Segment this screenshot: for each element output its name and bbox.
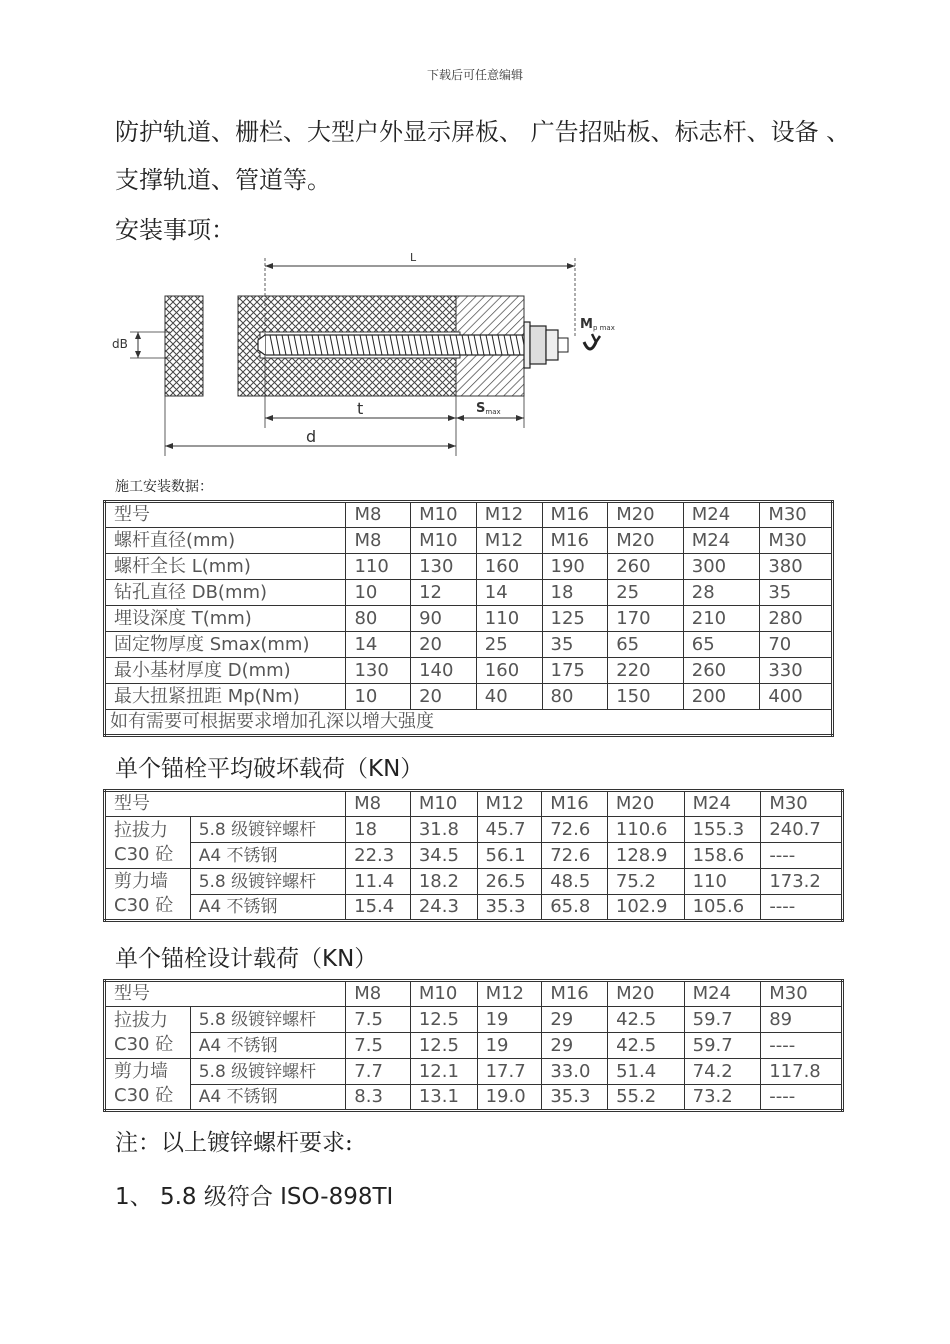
table-row	[105, 869, 843, 895]
table-cell: 102.9	[607, 895, 684, 921]
table-cell: M30	[761, 791, 843, 817]
table-cell: 140	[411, 658, 477, 684]
table-cell: 128.9	[607, 843, 684, 869]
table-cell: 59.7	[684, 1007, 761, 1033]
table-cell: 380	[760, 554, 833, 580]
table-cell: 10	[346, 684, 411, 710]
table-cell: M20	[608, 528, 684, 554]
table-row	[105, 684, 833, 710]
table-cell: 70	[760, 632, 833, 658]
table-cell: M12	[476, 528, 542, 554]
table-cell: 固定物厚度 Smax(mm)	[105, 632, 346, 658]
table-cell: A4 不锈钢	[190, 1085, 346, 1111]
table-cell: 10	[346, 580, 411, 606]
table-row	[105, 528, 833, 554]
table-cell: M10	[410, 981, 477, 1007]
table-cell: M16	[542, 791, 608, 817]
table-cell: ----	[761, 843, 843, 869]
table-cell: M24	[684, 981, 761, 1007]
table-row	[105, 502, 833, 528]
table-cell: 89	[761, 1007, 843, 1033]
table-cell: 55.2	[608, 1085, 685, 1111]
table-cell: M8	[346, 791, 411, 817]
table-cell: 240.7	[761, 817, 843, 843]
table-cell: M12	[477, 791, 542, 817]
table-cell: 35.3	[477, 895, 542, 921]
dim-t-label: t	[357, 399, 364, 418]
table-cell: 12.5	[410, 1033, 477, 1059]
table-cell: 7.5	[346, 1007, 411, 1033]
table-cell: 56.1	[477, 843, 542, 869]
table-cell: M10	[411, 502, 477, 528]
table-cell: 74.2	[684, 1059, 761, 1085]
table-cell: 15.4	[346, 895, 411, 921]
table-cell: 105.6	[684, 895, 761, 921]
install-heading: 安装事项：	[115, 216, 235, 244]
table-cell: 14	[476, 580, 542, 606]
table-cell: 65	[683, 632, 760, 658]
group-label-1: 拉拔力	[114, 1009, 168, 1031]
table-cell: 40	[476, 684, 542, 710]
group-label	[105, 869, 191, 921]
table-cell: 20	[411, 684, 477, 710]
table-footnote: 如有需要可根据要求增加孔深以增大强度	[105, 710, 833, 736]
table-cell: 110	[346, 554, 411, 580]
note-line-2: 1、 5.8 级符合 ISO-898TI	[115, 1184, 394, 1210]
install-data-table	[103, 500, 834, 737]
table-cell: 19	[477, 1007, 542, 1033]
dim-d-label: d	[306, 427, 317, 446]
table-cell: M30	[760, 528, 833, 554]
table-cell: 11.4	[346, 869, 411, 895]
table-cell: 最小基材厚度 D(mm)	[105, 658, 346, 684]
failure-load-table	[103, 789, 844, 922]
table-footnote-row	[105, 710, 833, 736]
table-cell: M16	[542, 528, 608, 554]
table-cell: M8	[346, 981, 411, 1007]
group-label-2: C30 砼	[114, 1033, 174, 1055]
table-cell: 29	[542, 1033, 608, 1059]
table-cell: 28	[683, 580, 760, 606]
table-row	[105, 1007, 843, 1033]
table-cell: M16	[542, 981, 608, 1007]
install-data-caption: 施工安装数据：	[115, 479, 213, 495]
table-cell: 42.5	[608, 1007, 685, 1033]
table-cell: M10	[411, 528, 477, 554]
table-cell: 150	[608, 684, 684, 710]
table-cell: 13.1	[410, 1085, 477, 1111]
table-cell: 160	[476, 658, 542, 684]
group-label-1: 剪力墙	[114, 871, 168, 892]
design-load-title-unit: KN	[322, 946, 355, 972]
design-load-table	[103, 979, 844, 1112]
table-row	[105, 817, 843, 843]
table-cell: 400	[760, 684, 833, 710]
table-cell: 螺杆全长 L(mm)	[105, 554, 346, 580]
design-load-title	[115, 940, 377, 973]
table-cell: 25	[476, 632, 542, 658]
table-cell: M30	[761, 981, 843, 1007]
table-cell: 300	[683, 554, 760, 580]
table-cell: 12.1	[410, 1059, 477, 1085]
design-load-title-text: 单个锚栓设计载荷（	[115, 946, 322, 972]
table-cell: 210	[683, 606, 760, 632]
table-cell: 螺杆直径(mm)	[105, 528, 346, 554]
table-cell: 26.5	[477, 869, 542, 895]
table-cell: 18	[542, 580, 608, 606]
dim-S-label: S	[476, 401, 486, 416]
table-cell: 173.2	[761, 869, 843, 895]
table-cell: M30	[760, 502, 833, 528]
table-cell: 29	[542, 1007, 608, 1033]
table-cell: M12	[477, 981, 542, 1007]
table-cell: M12	[476, 502, 542, 528]
failure-load-title-end: ）	[400, 756, 424, 782]
table-cell: 75.2	[607, 869, 684, 895]
table-cell: 42.5	[608, 1033, 685, 1059]
failure-load-title	[115, 750, 423, 783]
failure-load-title-unit: KN	[368, 756, 401, 782]
table-cell: 12.5	[410, 1007, 477, 1033]
table-row	[105, 895, 843, 921]
table-cell: 35	[760, 580, 833, 606]
table-cell: 72.6	[542, 817, 608, 843]
table-cell: 110.6	[607, 817, 684, 843]
table-cell: M24	[684, 791, 761, 817]
table-cell: 12	[411, 580, 477, 606]
dim-S-sub: max	[485, 408, 501, 416]
table-cell: A4 不锈钢	[190, 895, 345, 921]
table-cell: A4 不锈钢	[190, 843, 345, 869]
table-cell: 260	[683, 658, 760, 684]
dim-dB-label: dB	[112, 337, 128, 351]
table-cell: ----	[761, 1085, 843, 1111]
table-row	[105, 843, 843, 869]
table-cell: 130	[346, 658, 411, 684]
table-cell: A4 不锈钢	[190, 1033, 346, 1059]
table-cell: 330	[760, 658, 833, 684]
table-cell: M24	[683, 502, 760, 528]
group-label	[105, 1007, 191, 1059]
table-cell: 埋设深度 T(mm)	[105, 606, 346, 632]
table-cell: 90	[411, 606, 477, 632]
table-header-row	[105, 981, 843, 1007]
table-cell: ----	[761, 895, 843, 921]
group-label-2: C30 砼	[114, 1085, 174, 1106]
group-label	[105, 817, 191, 869]
table-cell: 170	[608, 606, 684, 632]
table-cell: M10	[410, 791, 477, 817]
table-cell: 158.6	[684, 843, 761, 869]
table-cell: 钻孔直径 DB(mm)	[105, 580, 346, 606]
torque-M-label: M	[580, 317, 593, 332]
table-cell: 80	[346, 606, 411, 632]
table-cell: M20	[608, 981, 685, 1007]
table-cell: 最大扭紧扭距 Mp(Nm)	[105, 684, 346, 710]
table-cell: 22.3	[346, 843, 411, 869]
table-cell: M20	[607, 791, 684, 817]
table-cell: 5.8 级镀锌螺杆	[190, 1007, 346, 1033]
table-cell: 5.8 级镀锌螺杆	[190, 817, 345, 843]
table-cell: 35	[542, 632, 608, 658]
design-load-title-end: ）	[354, 946, 378, 972]
table-cell: 59.7	[684, 1033, 761, 1059]
table-row	[105, 658, 833, 684]
table-cell: 175	[542, 658, 608, 684]
table-row	[105, 580, 833, 606]
table-cell: 5.8 级镀锌螺杆	[190, 1059, 346, 1085]
group-label	[105, 1059, 191, 1111]
table-cell: 31.8	[410, 817, 477, 843]
table-cell: 18	[346, 817, 411, 843]
table-cell: 65	[608, 632, 684, 658]
table-cell: 160	[476, 554, 542, 580]
table-cell: M8	[346, 528, 411, 554]
table-row	[105, 632, 833, 658]
table-cell: 65.8	[542, 895, 608, 921]
table-cell: 110	[476, 606, 542, 632]
table-cell: 80	[542, 684, 608, 710]
table-cell: 24.3	[410, 895, 477, 921]
table-cell: 72.6	[542, 843, 608, 869]
table-cell: 110	[684, 869, 761, 895]
table-row	[105, 1085, 843, 1111]
table-header-row	[105, 791, 843, 817]
table-cell: 35.3	[542, 1085, 608, 1111]
table-cell: 130	[411, 554, 477, 580]
table-cell: 7.7	[346, 1059, 411, 1085]
group-label-2: C30 砼	[114, 843, 174, 865]
table-row	[105, 1033, 843, 1059]
table-cell: 200	[683, 684, 760, 710]
table-row	[105, 1059, 843, 1085]
group-label-2: C30 砼	[114, 895, 174, 916]
table-cell: 14	[346, 632, 411, 658]
table-cell: 125	[542, 606, 608, 632]
table-cell: M16	[542, 502, 608, 528]
table-cell: 20	[411, 632, 477, 658]
table-cell: 型号	[105, 981, 346, 1007]
table-cell: 155.3	[684, 817, 761, 843]
table-cell: 51.4	[608, 1059, 685, 1085]
table-cell: 34.5	[410, 843, 477, 869]
table-row	[105, 606, 833, 632]
table-row	[105, 554, 833, 580]
svg-text:Mp max	[580, 317, 615, 332]
svg-text:Smax	[476, 401, 501, 416]
table-cell: 型号	[105, 791, 346, 817]
table-cell: 73.2	[684, 1085, 761, 1111]
dim-L-label: L	[410, 251, 417, 264]
table-cell: 45.7	[477, 817, 542, 843]
table-cell: 17.7	[477, 1059, 542, 1085]
table-cell: 19.0	[477, 1085, 542, 1111]
table-cell: 48.5	[542, 869, 608, 895]
table-cell: 5.8 级镀锌螺杆	[190, 869, 345, 895]
table-cell: 260	[608, 554, 684, 580]
intro-line-1: 防护轨道、栅栏、大型户外显示屏板、 广告招贴板、标志杆、设备 、	[115, 118, 851, 146]
failure-load-title-text: 单个锚栓平均破坏载荷（	[115, 756, 368, 782]
group-label-1: 剪力墙	[114, 1061, 168, 1082]
table-cell: 8.3	[346, 1085, 411, 1111]
intro-line-2: 支撑轨道、管道等。	[115, 166, 331, 194]
table-cell: M20	[608, 502, 684, 528]
table-cell: 型号	[105, 502, 346, 528]
torque-M-sub: p max	[592, 324, 615, 332]
table-cell: 19	[477, 1033, 542, 1059]
page-header: 下载后可任意编辑	[426, 68, 523, 82]
note-line-1: 注：以上镀锌螺杆要求:	[115, 1130, 353, 1156]
table-cell: 220	[608, 658, 684, 684]
table-cell: 18.2	[410, 869, 477, 895]
table-cell: 190	[542, 554, 608, 580]
table-cell: M8	[346, 502, 411, 528]
table-cell: 25	[608, 580, 684, 606]
group-label-1: 拉拔力	[114, 819, 168, 841]
table-cell: 33.0	[542, 1059, 608, 1085]
table-cell: 7.5	[346, 1033, 411, 1059]
table-cell: ----	[761, 1033, 843, 1059]
anchor-bolt-diagram	[110, 246, 630, 461]
table-cell: M24	[683, 528, 760, 554]
table-cell: 117.8	[761, 1059, 843, 1085]
table-cell: 280	[760, 606, 833, 632]
